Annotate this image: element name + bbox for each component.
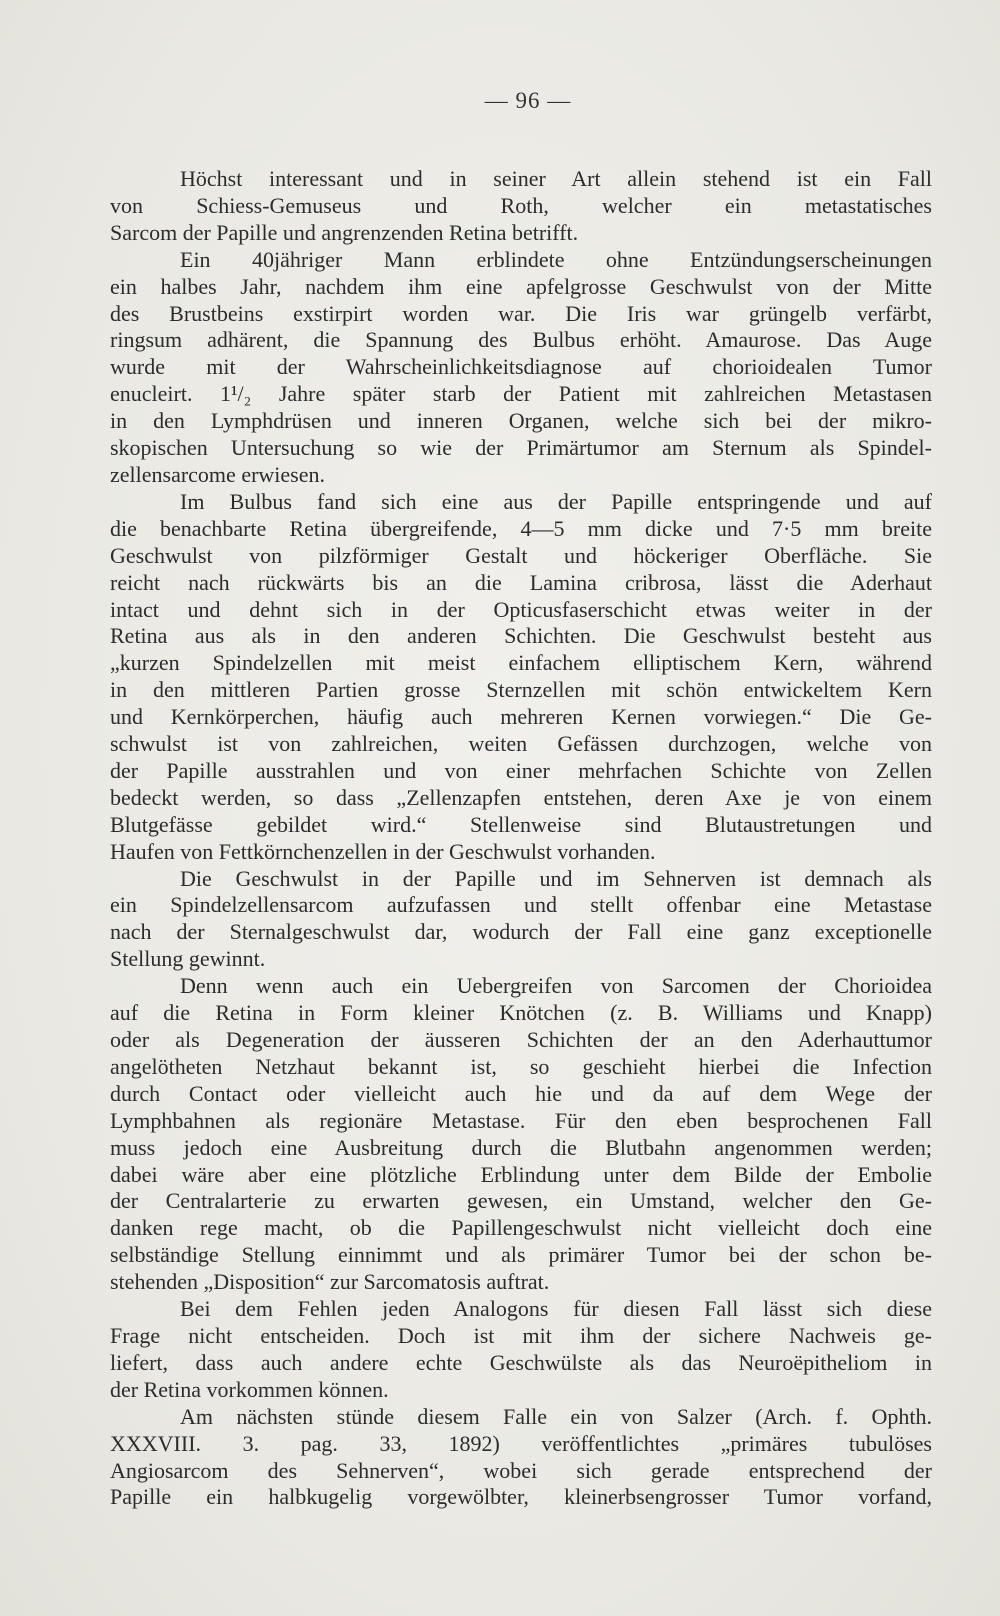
text-line: Frage nicht entscheiden. Doch ist mit ihm der sichere Nachweis ge- — [110, 1322, 932, 1348]
text-line: Die Geschwulst in der Papille und im Sehnerven ist demnach als — [180, 865, 932, 891]
text-line: Höchst interessant und in seiner Art allein stehend ist ein Fall — [180, 166, 932, 191]
text-line: angelötheten Netzhaut bekannt ist, so geschieht hierbei die Infection — [110, 1053, 932, 1079]
text-line: des Brustbeins exstirpirt worden war. Die Iris war grüngelb verfärbt, — [110, 300, 932, 326]
text-line: stehenden „Disposition“ zur Sarcomatosis auftrat. — [110, 1269, 550, 1295]
text-line: oder als Degeneration der äusseren Schichten der an den Aderhauttumor — [110, 1027, 932, 1052]
paragraph — [110, 1296, 932, 1404]
text-line: und Kernkörperchen, häufig auch mehreren Kernen vorwiegen.“ Die Ge- — [110, 704, 932, 730]
text-line: enucleirt. 1¹/₂ Jahre später starb der Patient mit zahlreichen Metastasen — [110, 381, 932, 407]
paragraph — [110, 489, 932, 866]
text-line: Bei dem Fehlen jeden Analogons für diesen Fall lässt sich diese — [180, 1296, 932, 1322]
paragraph — [110, 973, 932, 1296]
text-line: Ein 40jähriger Mann erblindete ohne Entzündungserscheinungen — [180, 246, 932, 272]
text-line: auf die Retina in Form kleiner Knötchen (z. B. Williams und Knapp) — [110, 1000, 932, 1026]
text-line: der Centralarterie zu erwarten gewesen, ein Umstand, welcher den Ge- — [110, 1188, 932, 1214]
text-line: Geschwulst von pilzförmiger Gestalt und höckeriger Oberfläche. Sie — [110, 542, 932, 568]
text-line: in den mittleren Partien grosse Sternzellen mit schön entwickeltem Kern — [110, 677, 932, 703]
text-line: schwulst ist von zahlreichen, weiten Gefässen durchzogen, welche von — [110, 731, 932, 757]
text-line: danken rege macht, ob die Papillengeschwulst nicht vielleicht doch eine — [110, 1215, 932, 1241]
text-line: Denn wenn auch ein Uebergreifen von Sarcomen der Chorioidea — [180, 973, 932, 999]
text-line: reicht nach rückwärts bis an die Lamina cribrosa, lässt die Aderhaut — [110, 569, 932, 595]
text-line: Papille ein halbkugelig vorgewölbter, kleinerbsengrosser Tumor vorfand, — [110, 1484, 932, 1510]
page-number: — 96 — — [484, 88, 572, 113]
text-line: liefert, dass auch andere echte Geschwülste als das Neuroëpitheliom in — [110, 1349, 932, 1375]
paragraph — [110, 166, 932, 247]
text-line: Retina aus als in den anderen Schichten. Die Geschwulst besteht aus — [110, 623, 932, 649]
text-line: dabei wäre aber eine plötzliche Erblindung unter dem Bilde der Embolie — [110, 1161, 932, 1187]
text-line: intact und dehnt sich in der Opticusfaserschicht etwas weiter in der — [110, 596, 932, 622]
text-line: durch Contact oder vielleicht auch hie und da auf dem Wege der — [110, 1080, 932, 1106]
text-line: der Papille ausstrahlen und von einer mehrfachen Schichte von Zellen — [110, 757, 932, 783]
text-line: ringsum adhärent, die Spannung des Bulbus erhöht. Amaurose. Das Auge — [110, 327, 932, 353]
text-line: Haufen von Fettkörnchenzellen in der Geschwulst vorhanden. — [110, 838, 656, 864]
paragraph — [110, 866, 932, 974]
text-line: Im Bulbus fand sich eine aus der Papille entspringende und auf — [180, 488, 932, 514]
text-line: Stellung gewinnt. — [110, 946, 266, 972]
text-line: Sarcom der Papille und angrenzenden Retina betrifft. — [110, 219, 579, 245]
text-line: wurde mit der Wahrscheinlichkeitsdiagnose auf chorioidealen Tumor — [110, 354, 932, 380]
text-line: skopischen Untersuchung so wie der Primärtumor am Sternum als Spindel- — [110, 435, 932, 461]
paragraph — [110, 247, 932, 489]
text-line: bedeckt werden, so dass „Zellenzapfen entstehen, deren Axe je von einem — [110, 784, 932, 810]
text-line: Am nächsten stünde diesem Falle ein von Salzer (Arch. f. Ophth. — [180, 1403, 932, 1429]
text-line: selbständige Stellung einnimmt und als primärer Tumor bei der schon be- — [110, 1242, 932, 1268]
text-line: zellensarcome erwiesen. — [110, 461, 325, 487]
text-line: ein Spindelzellensarcom aufzufassen und stellt offenbar eine Metastase — [110, 892, 932, 918]
text-line: Blutgefässe gebildet wird.“ Stellenweise sind Blutaustretungen und — [110, 811, 932, 837]
text-line: der Retina vorkommen können. — [110, 1376, 389, 1402]
text-line: Angiosarcom des Sehnerven“, wobei sich gerade entsprechend der — [110, 1457, 932, 1483]
text-line: „kurzen Spindelzellen mit meist einfachem elliptischem Kern, während — [110, 650, 932, 676]
text-line: ein halbes Jahr, nachdem ihm eine apfelgrosse Geschwulst von der Mitte — [110, 273, 932, 299]
text-line: die benachbarte Retina übergreifende, 4—5 mm dicke und 7·5 mm breite — [110, 515, 932, 541]
text-body — [110, 166, 932, 1511]
text-line: nach der Sternalgeschwulst dar, wodurch der Fall eine ganz exceptionelle — [110, 919, 932, 945]
text-line: in den Lymphdrüsen und inneren Organen, welche sich bei der mikro- — [110, 408, 932, 434]
text-line: Lymphbahnen als regionäre Metastase. Für den eben besprochenen Fall — [110, 1107, 932, 1133]
paragraph — [110, 1404, 932, 1512]
text-line: XXXVIII. 3. pag. 33, 1892) veröffentlichtes „primäres tubulöses — [110, 1430, 932, 1456]
text-line: von Schiess-Gemuseus und Roth, welcher ein metastatisches — [110, 192, 932, 218]
text-line: muss jedoch eine Ausbreitung durch die Blutbahn angenommen werden; — [110, 1134, 932, 1160]
